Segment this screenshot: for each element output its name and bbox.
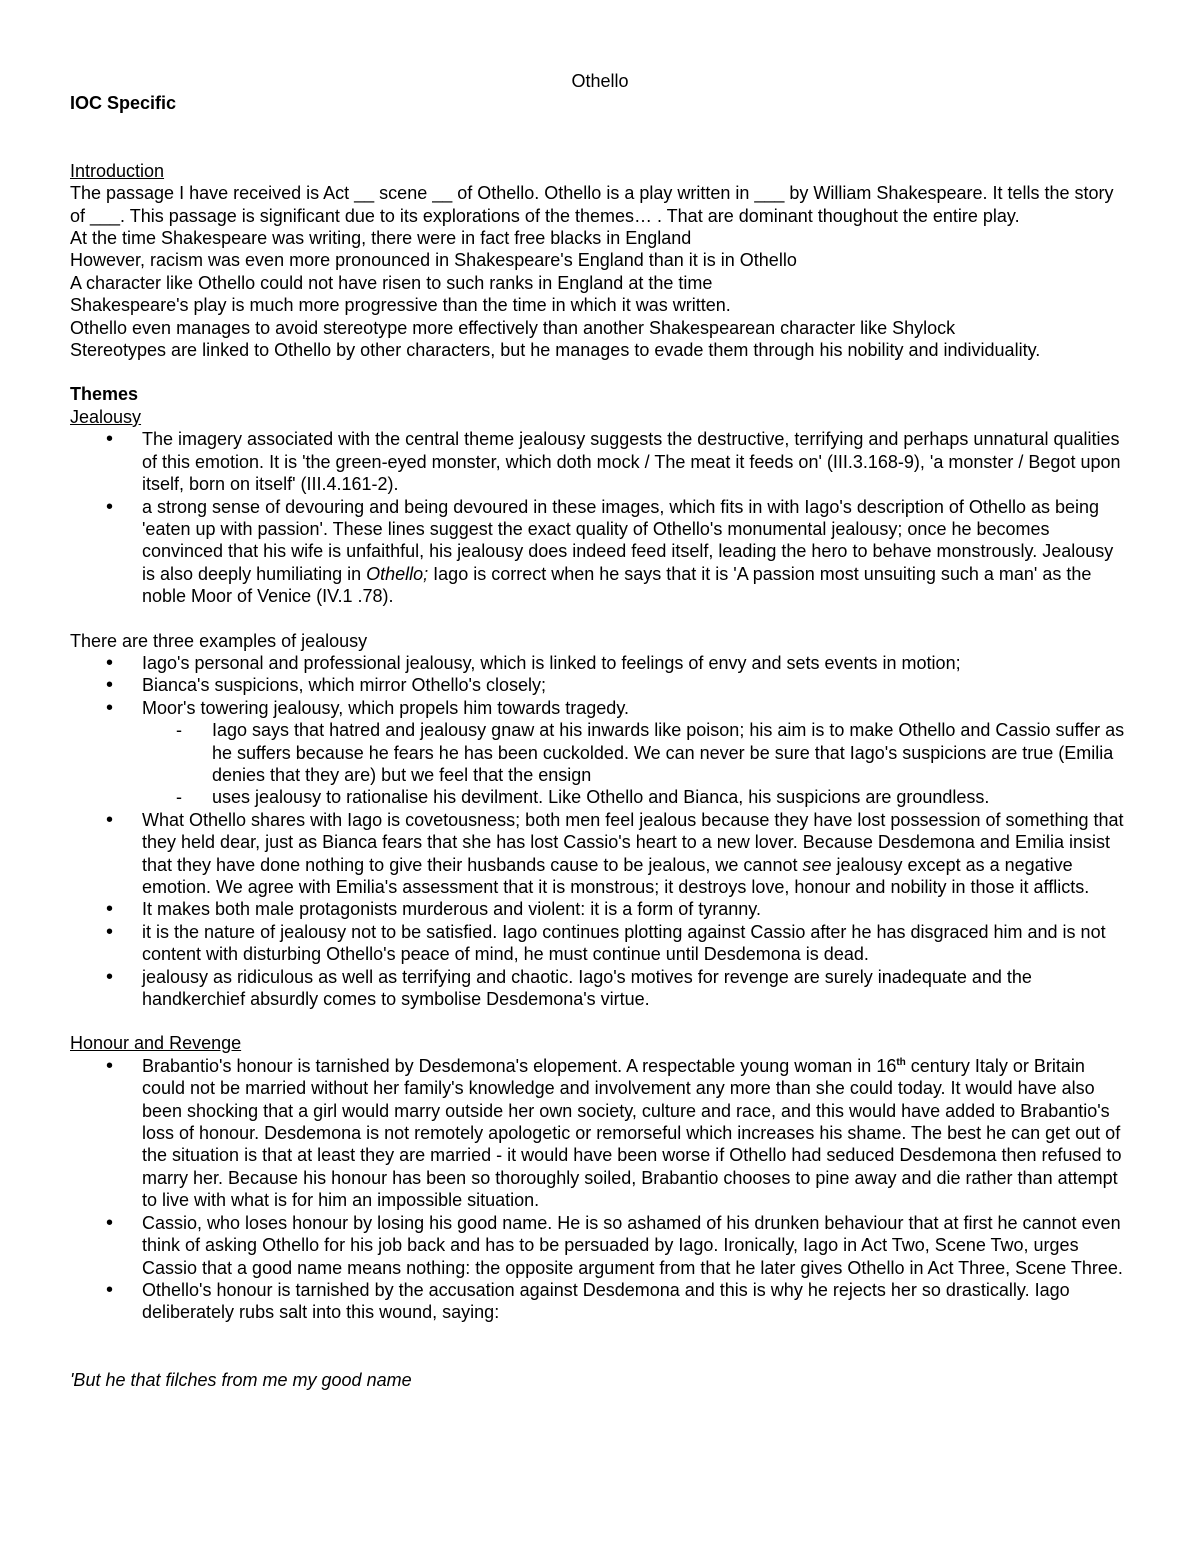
list-item — [70, 1212, 1130, 1279]
list-item-text: Moor's towering jealousy, which propels him towards tragedy. — [142, 697, 629, 718]
list-item-text: Iago is correct when he says that it is 'A passion most unsuiting such a man' as the noble Moor of Venice (IV.1 .78). — [142, 563, 1092, 607]
sub-list-item — [142, 786, 1130, 808]
list-item-text: century Italy or Britain could not be married without her family's knowledge and involvement any more than she could today. It would have also been shocking that a girl would marry outside her own society, culture and race, and this would have added to Brabantio's loss of honour. Desdemona is not remotely apologetic or remorseful which increases his shame. The best he can get out of the situation is that at least they are married - it would have been worse if Othello had seduced Desdemona then refused to marry her. Because his honour has been so thoroughly soiled, Brabantio chooses to pine away and die rather than attempt to live with what is for him an impossible situation. — [142, 1055, 1122, 1211]
list-item-text: It makes both male protagonists murderous and violent: it is a form of tyranny. — [142, 899, 761, 920]
emphasis-text: Othello; — [366, 563, 429, 584]
sub-list-item-text: uses jealousy to rationalise his devilment. Like Othello and Bianca, his suspicions are groundless. — [212, 787, 990, 808]
introduction-line: At the time Shakespeare was writing, there were in fact free blacks in England — [70, 228, 692, 249]
list-item-text: Bianca's suspicions, which mirror Othello's closely; — [142, 675, 547, 696]
list-item-text: a strong sense of devouring and being devoured in these images, which fits in with Iago's description of Othello as being 'eaten up with passion'. These lines suggest the exact quality of Othello's monumental jealousy; once he becomes convinced that his wife is unfaithful, his jealousy does indeed feed itself, leading the hero to behave monstrously. Jealousy is also deeply humiliating in — [142, 496, 1114, 584]
list-item — [70, 921, 1130, 966]
list-item — [70, 966, 1130, 1011]
list-item-text: jealousy except as a negative emotion. We agree with Emilia's assessment that it is monstrous; it destroys love, honour and nobility in those it afflicts. — [142, 854, 1090, 897]
jealousy-imagery-list — [70, 428, 1130, 607]
list-item-text: Othello's honour is tarnished by the accusation against Desdemona and this is why he rejects her so drastically. Iago deliberately rubs salt into this wound, saying: — [142, 1279, 1070, 1323]
introduction-line: However, racism was even more pronounced in Shakespeare's England than it is in Othello — [70, 250, 797, 271]
introduction-line: Shakespeare's play is much more progressive than the time in which it was written. — [70, 295, 731, 316]
list-item-text: The imagery associated with the central theme jealousy suggests the destructive, terrifying and perhaps unnatural qualities of this emotion. It is 'the green-eyed monster, which doth mock / The meat it feeds on' (III.3.168-9), 'a monster / Begot upon itself, born on itself' (III.4.161-2). — [142, 429, 1121, 495]
list-item — [70, 809, 1130, 899]
jealousy-examples-intro: There are three examples of jealousy — [70, 630, 368, 651]
introduction-line: Stereotypes are linked to Othello by other characters, but he manages to evade them through his nobility and individuality. — [70, 340, 1041, 361]
list-item — [70, 1279, 1130, 1324]
introduction-paragraph: The passage I have received is Act __ scene __ of Othello. Othello is a play written in ___ by William Shakespeare. It tells the story of ___. This passage is significant due to its explorations of the themes… . That are dominant thoughout the entire play. — [70, 183, 1114, 226]
list-item — [70, 674, 1130, 696]
list-item-text: Brabantio's honour is tarnished by Desdemona's elopement. A respectable young woman in 16 — [142, 1055, 897, 1076]
introduction-heading: Introduction — [70, 160, 165, 181]
introduction-section — [70, 160, 1130, 362]
themes-section — [70, 383, 1130, 1391]
honour-list — [70, 1055, 1130, 1324]
list-item-text: Iago's personal and professional jealousy, which is linked to feelings of envy and sets events in motion; — [142, 652, 961, 673]
document-title: Othello — [571, 71, 629, 91]
superscript-text: th — [896, 1056, 906, 1068]
jealousy-examples-list — [70, 652, 1130, 1011]
jealousy-sub-list — [142, 719, 1130, 809]
list-item-text: jealousy as ridiculous as well as terrifying and chaotic. Iago's motives for revenge are surely inadequate and the handkerchief absurdly comes to symbolise Desdemona's virtue. — [142, 966, 1032, 1010]
list-item-text: Cassio, who loses honour by losing his good name. He is so ashamed of his drunken behaviour that at first he cannot even think of asking Othello for his job back and has to be persuaded by Iago. Ironically, Iago in Act Two, Scene Two, urges Cassio that a good name means nothing: the opposite argument from that he later gives Othello in Act Three, Scene Three. — [142, 1212, 1123, 1278]
list-item — [70, 898, 1130, 920]
list-item — [70, 428, 1130, 495]
introduction-line: A character like Othello could not have risen to such ranks in England at the time — [70, 272, 713, 293]
sub-list-item — [142, 719, 1130, 786]
emphasis-text: see — [802, 854, 832, 875]
list-item — [70, 496, 1130, 608]
list-item-text: What Othello shares with Iago is covetousness; both men feel jealous because they have lost possession of something that they held dear, just as Bianca fears that she has lost Cassio's heart to a new lover. Because Desdemona and Emilia insist that they have done nothing to give their husbands cause to be jealous, we cannot — [142, 809, 1124, 875]
list-item — [70, 652, 1130, 674]
sub-list-item-text: Iago says that hatred and jealousy gnaw at his inwards like poison; his aim is to make Othello and Cassio suffer as he suffers because he fears he has been cuckolded. We can never be sure that Iago's suspicions are true (Emilia denies that they are) but we feel that the ensign — [212, 720, 1125, 785]
honour-heading: Honour and Revenge — [70, 1033, 242, 1054]
quote-line: 'But he that filches from me my good name — [70, 1369, 412, 1390]
document-subtitle: IOC Specific — [70, 93, 177, 114]
introduction-line: Othello even manages to avoid stereotype more effectively than another Shakespearean character like Shylock — [70, 317, 956, 338]
jealousy-heading: Jealousy — [70, 406, 142, 427]
list-item — [70, 697, 1130, 809]
list-item-text: it is the nature of jealousy not to be satisfied. Iago continues plotting against Cassio after he has disgraced him and is not content with disturbing Othello's peace of mind, he must continue until Desdemona is dead. — [142, 921, 1106, 965]
list-item — [70, 1055, 1130, 1212]
themes-heading: Themes — [70, 384, 139, 405]
